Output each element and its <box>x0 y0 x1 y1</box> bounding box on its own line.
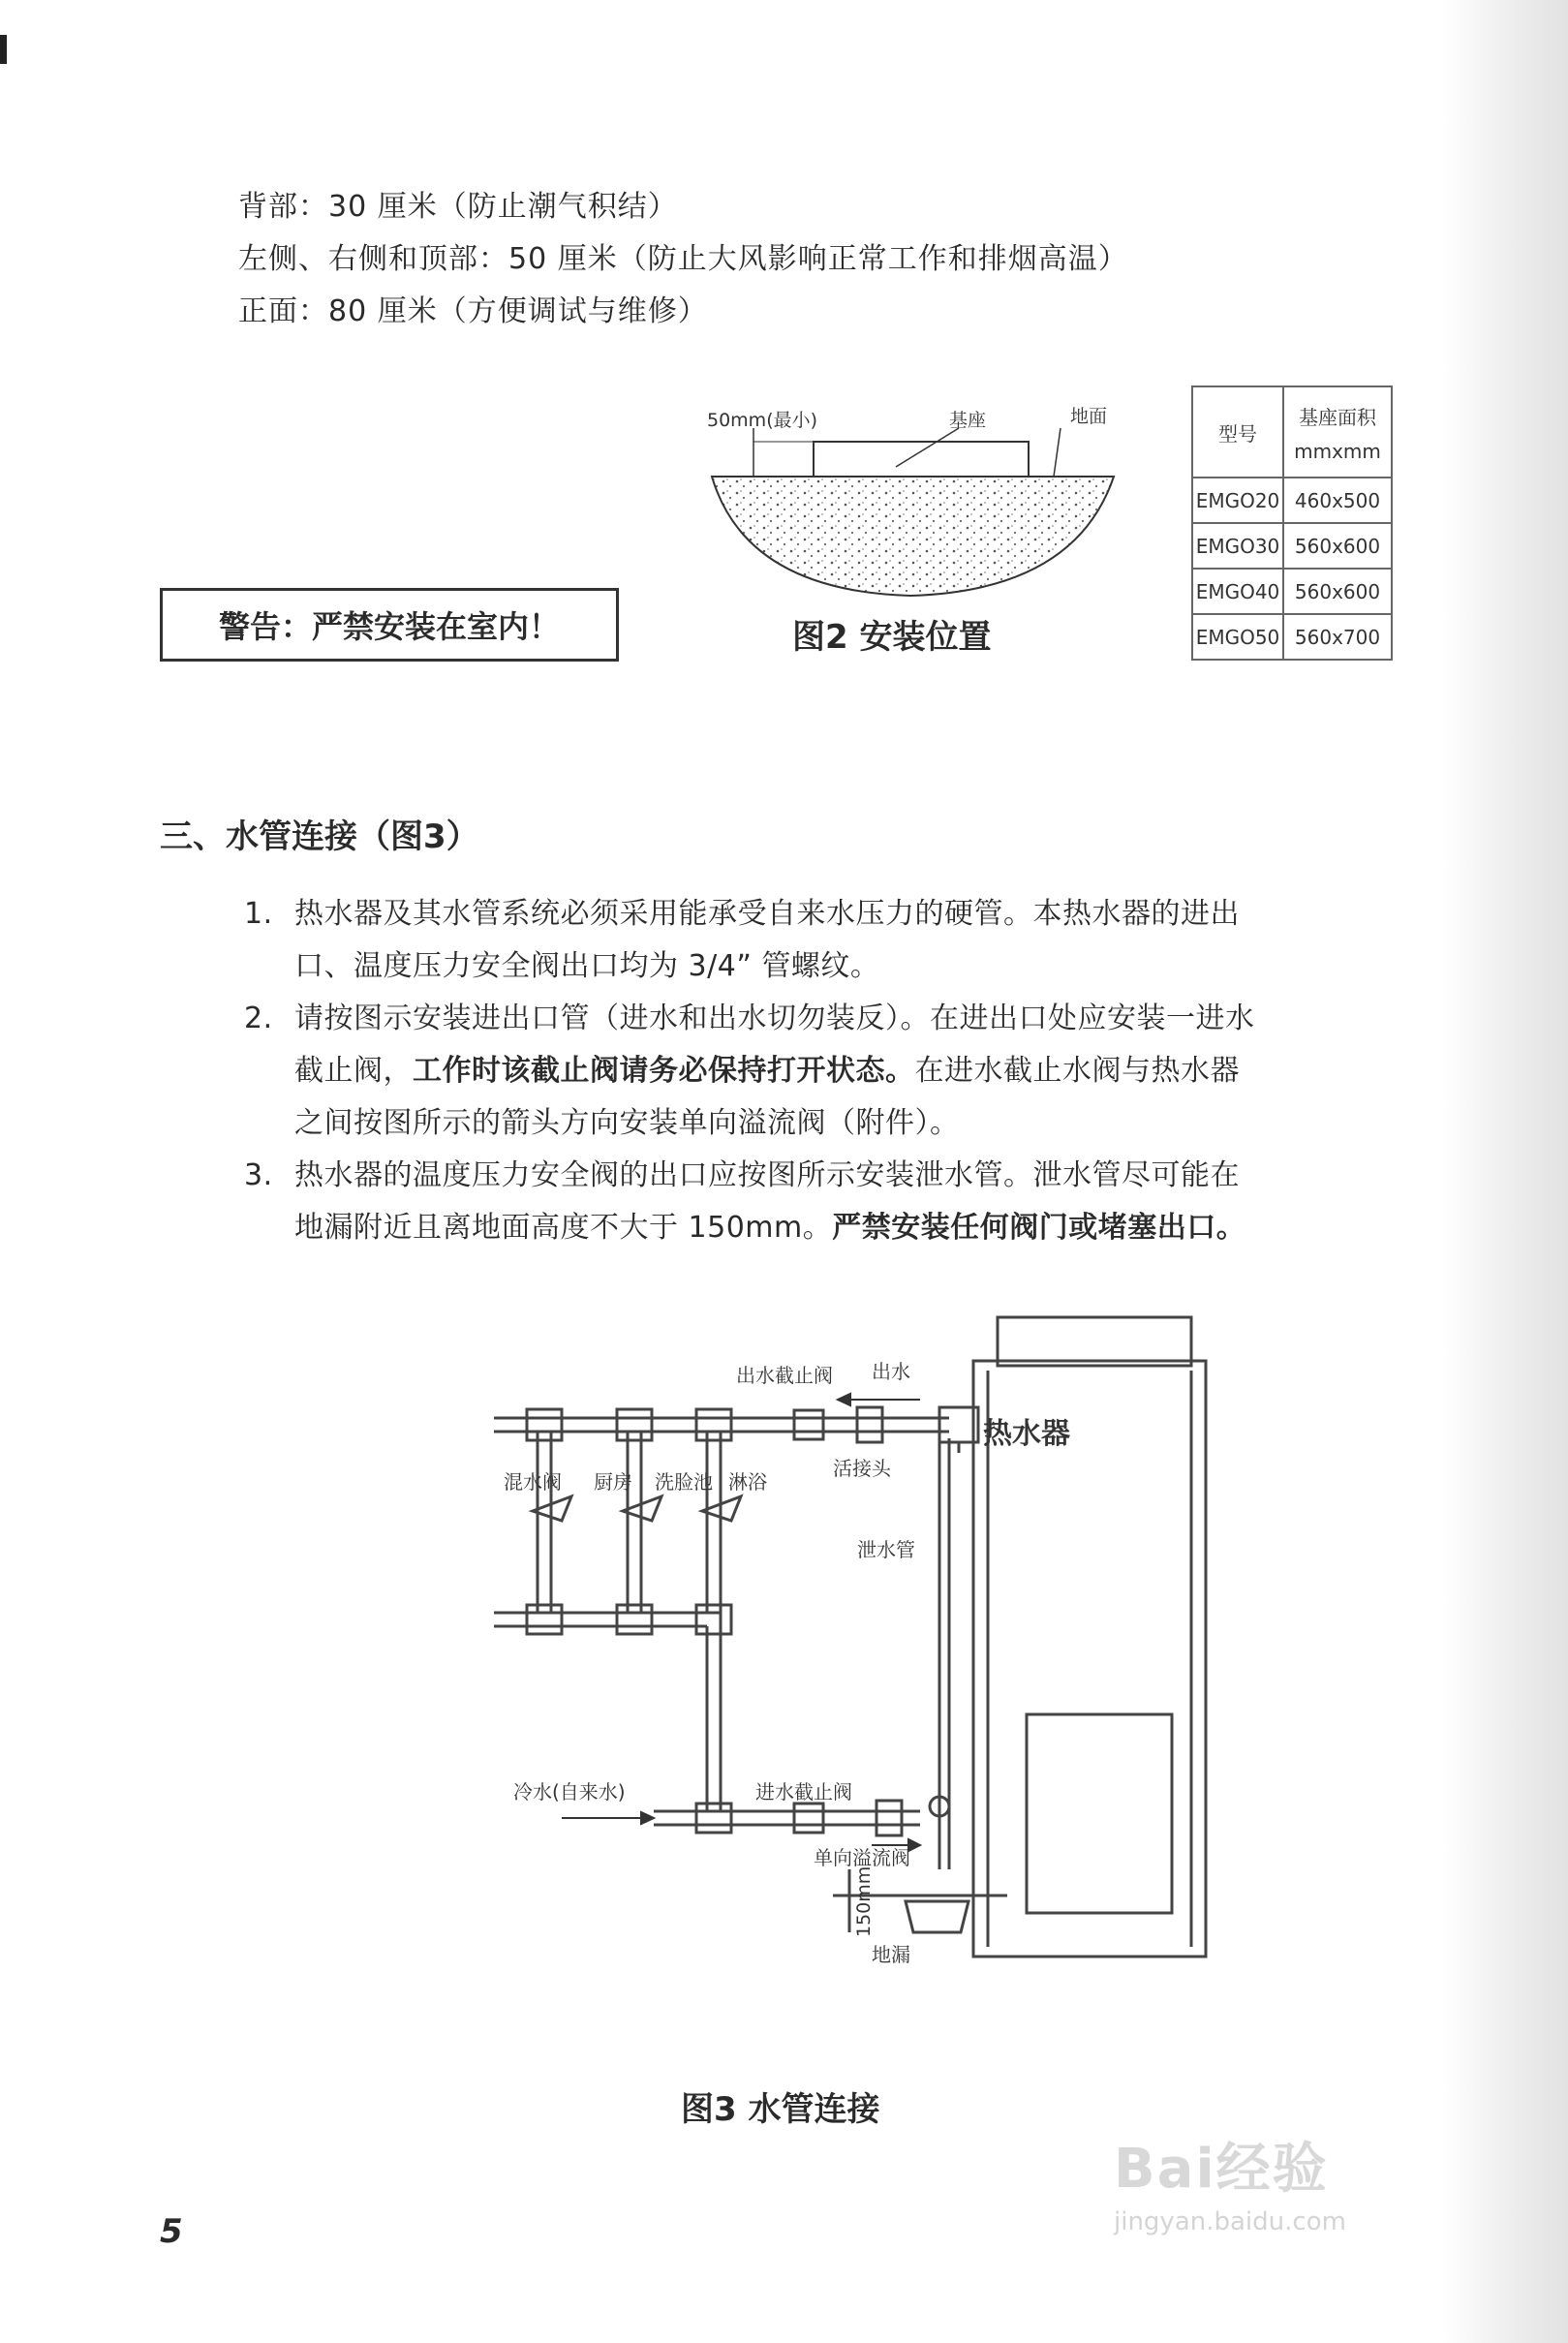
table-row <box>1192 614 1392 660</box>
label-height: 150mm <box>853 1865 875 1937</box>
label-drain-pipe: 泄水管 <box>857 1538 915 1561</box>
scan-corner-mark <box>0 35 7 64</box>
label-check-valve: 单向溢流阀 <box>814 1846 910 1869</box>
outlet-valve-body <box>794 1410 823 1439</box>
watermark-url: jingyan.baidu.com <box>1114 2207 1346 2236</box>
inlet-valve-body <box>794 1803 823 1833</box>
warning-box: 警告：严禁安装在室内！ <box>160 588 619 662</box>
cell-model: EMGO30 <box>1192 523 1283 569</box>
cell-area: 560x600 <box>1283 523 1392 569</box>
cell-area: 560x700 <box>1283 614 1392 660</box>
header-area-line2: mmxmm <box>1294 439 1381 463</box>
figure3-caption: 图3 水管连接 <box>681 2090 880 2129</box>
item-3-line1 <box>244 1151 1240 1193</box>
item-emphasis: 工作时该截止阀请务必保持打开状态。 <box>413 1054 915 1088</box>
item-number: 1. <box>244 897 273 931</box>
table-header-model: 型号 <box>1192 386 1283 478</box>
page-number: 5 <box>160 2212 183 2251</box>
check-valve-body <box>876 1801 902 1835</box>
label-min-clearance: 50mm(最小) <box>707 410 818 431</box>
label-outlet-valve: 出水截止阀 <box>736 1364 833 1387</box>
table-row <box>1192 523 1392 569</box>
item-text: 在进水截止水阀与热水器 <box>914 1054 1240 1088</box>
clearance-back: 背部：30 厘米（防止潮气积结） <box>238 190 678 224</box>
water-pipe-connection-diagram <box>465 1303 1220 2029</box>
item-text: 截止阀， <box>294 1054 413 1088</box>
heater-top-cap <box>998 1317 1191 1366</box>
clearance-front: 正面：80 厘米（方便调试与维修） <box>238 294 708 328</box>
cell-area: 560x600 <box>1283 569 1392 614</box>
clearance-sides-top: 左侧、右侧和顶部：50 厘米（防止大风影响正常工作和排烟高温） <box>238 242 1128 276</box>
label-floor-drain: 地漏 <box>872 1943 910 1966</box>
cell-model: EMGO20 <box>1192 478 1283 523</box>
table-row <box>1192 569 1392 614</box>
installation-position-diagram <box>707 397 1133 610</box>
label-heater: 热水器 <box>983 1417 1070 1451</box>
label-basin: 洗脸池 <box>655 1470 713 1494</box>
figure2-caption: 图2 安装位置 <box>792 618 992 657</box>
union-fitting <box>857 1407 882 1442</box>
item-2-line3: 之间按图所示的箭头方向安装单向溢流阀（附件）。 <box>294 1106 960 1140</box>
item-1-line2: 口、温度压力安全阀出口均为 3/4” 管螺纹。 <box>294 949 880 983</box>
page-edge-shadow <box>1442 0 1568 2343</box>
watermark-brand: Bai经验 <box>1114 2138 1329 2201</box>
base-pad <box>814 442 1029 477</box>
label-inlet-valve: 进水截止阀 <box>755 1780 852 1803</box>
cell-model: EMGO40 <box>1192 569 1283 614</box>
item-emphasis: 严禁安装任何阀门或堵塞出口。 <box>832 1211 1246 1245</box>
floor-drain <box>906 1901 968 1932</box>
item-2-line1 <box>244 994 1255 1036</box>
table-header-area <box>1283 386 1392 478</box>
label-mixer: 混水阀 <box>504 1470 562 1494</box>
item-text: 请按图示安装进出口管（进水和出水切勿装反）。在进出口处应安装一进水 <box>294 1002 1255 1035</box>
table-row <box>1192 478 1392 523</box>
heater-access-panel <box>1027 1714 1172 1913</box>
label-ground: 地面 <box>1070 406 1108 427</box>
header-area-line1: 基座面积 <box>1299 405 1376 429</box>
section-heading: 三、水管连接（图3） <box>160 817 479 856</box>
item-2-line2 <box>294 1046 1240 1089</box>
label-cold-water: 冷水(自来水) <box>513 1780 626 1803</box>
label-outlet: 出水 <box>872 1360 910 1383</box>
baidu-watermark <box>1114 2126 1482 2252</box>
label-union: 活接头 <box>833 1457 891 1480</box>
label-kitchen: 厨房 <box>594 1470 632 1494</box>
item-text: 热水器及其水管系统必须采用能承受自来水压力的硬管。本热水器的进出 <box>294 897 1240 931</box>
item-1-line1 <box>244 889 1240 932</box>
item-text: 地漏附近且离地面高度不大于 150mm。 <box>294 1211 833 1245</box>
item-number: 2. <box>244 1002 273 1035</box>
item-text: 热水器的温度压力安全阀的出口应按图所示安装泄水管。泄水管尽可能在 <box>294 1158 1240 1192</box>
label-shower: 淋浴 <box>728 1470 767 1494</box>
cell-model: EMGO50 <box>1192 614 1283 660</box>
item-number: 3. <box>244 1158 273 1192</box>
label-base: 基座 <box>949 410 987 431</box>
ground-soil <box>712 477 1114 596</box>
cell-area: 460x500 <box>1283 478 1392 523</box>
base-area-table <box>1191 385 1393 661</box>
item-3-line2 <box>294 1203 1245 1246</box>
